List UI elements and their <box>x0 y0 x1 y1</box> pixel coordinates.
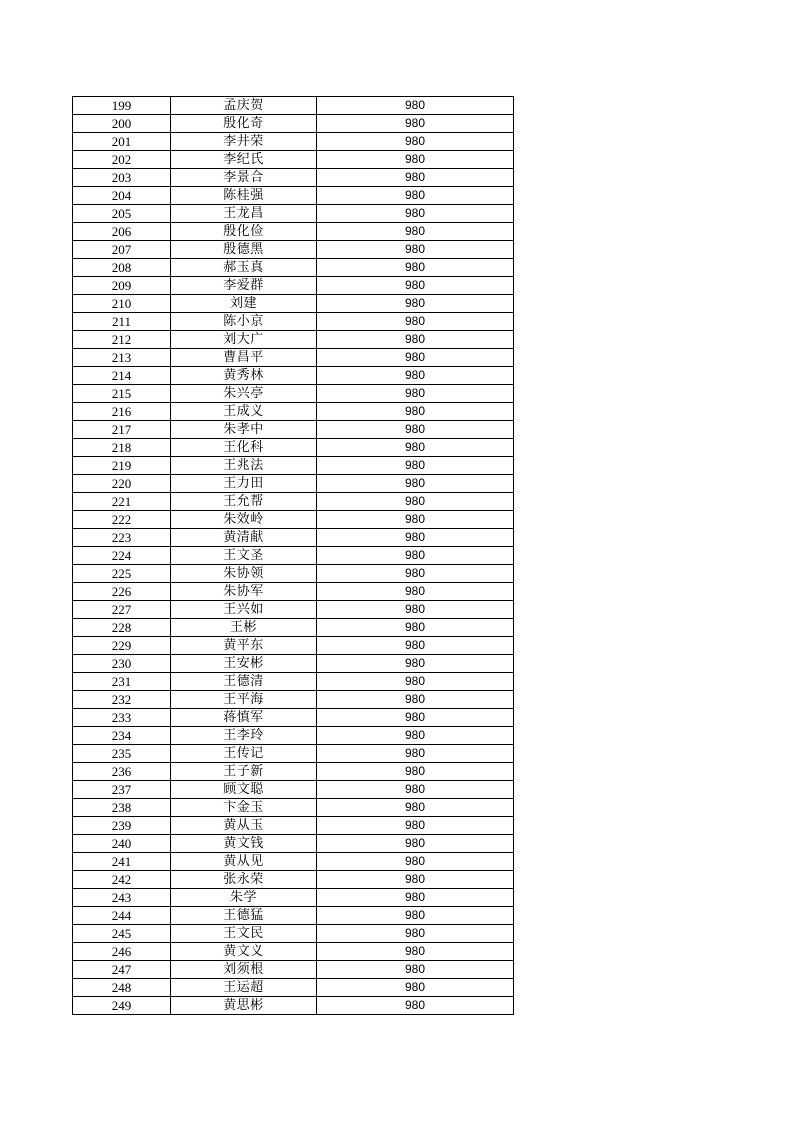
row-number-cell: 211 <box>73 313 171 331</box>
table-row <box>73 403 514 421</box>
name-cell: 孟庆贺 <box>171 97 317 115</box>
table-row <box>73 367 514 385</box>
amount-cell: 980 <box>317 349 514 367</box>
amount-cell: 980 <box>317 943 514 961</box>
amount-cell: 980 <box>317 835 514 853</box>
row-number-cell: 201 <box>73 133 171 151</box>
name-cell: 殷化俭 <box>171 223 317 241</box>
table-row <box>73 529 514 547</box>
name-cell: 王化科 <box>171 439 317 457</box>
name-cell: 殷化奇 <box>171 115 317 133</box>
row-number-cell: 216 <box>73 403 171 421</box>
table-row <box>73 493 514 511</box>
name-cell: 朱孝中 <box>171 421 317 439</box>
table-row <box>73 439 514 457</box>
table-row <box>73 619 514 637</box>
row-number-cell: 235 <box>73 745 171 763</box>
name-cell: 卞金玉 <box>171 799 317 817</box>
amount-cell: 980 <box>317 817 514 835</box>
name-cell: 王平海 <box>171 691 317 709</box>
amount-cell: 980 <box>317 259 514 277</box>
amount-cell: 980 <box>317 475 514 493</box>
amount-cell: 980 <box>317 907 514 925</box>
row-number-cell: 213 <box>73 349 171 367</box>
name-cell: 李景合 <box>171 169 317 187</box>
row-number-cell: 217 <box>73 421 171 439</box>
name-cell: 黄文义 <box>171 943 317 961</box>
name-cell: 陈桂强 <box>171 187 317 205</box>
amount-cell: 980 <box>317 205 514 223</box>
amount-cell: 980 <box>317 637 514 655</box>
table-row <box>73 97 514 115</box>
row-number-cell: 246 <box>73 943 171 961</box>
amount-cell: 980 <box>317 619 514 637</box>
amount-cell: 980 <box>317 745 514 763</box>
table-row <box>73 601 514 619</box>
amount-cell: 980 <box>317 565 514 583</box>
row-number-cell: 247 <box>73 961 171 979</box>
row-number-cell: 204 <box>73 187 171 205</box>
amount-cell: 980 <box>317 403 514 421</box>
amount-cell: 980 <box>317 115 514 133</box>
row-number-cell: 243 <box>73 889 171 907</box>
name-cell: 王德猛 <box>171 907 317 925</box>
amount-cell: 980 <box>317 691 514 709</box>
row-number-cell: 244 <box>73 907 171 925</box>
name-cell: 王成义 <box>171 403 317 421</box>
table-row <box>73 187 514 205</box>
amount-cell: 980 <box>317 421 514 439</box>
name-cell: 蒋慎军 <box>171 709 317 727</box>
table-row <box>73 151 514 169</box>
table-row <box>73 511 514 529</box>
table-row <box>73 565 514 583</box>
name-cell: 顾文聪 <box>171 781 317 799</box>
amount-cell: 980 <box>317 889 514 907</box>
table-row <box>73 673 514 691</box>
row-number-cell: 241 <box>73 853 171 871</box>
row-number-cell: 199 <box>73 97 171 115</box>
name-cell: 朱协领 <box>171 565 317 583</box>
row-number-cell: 240 <box>73 835 171 853</box>
amount-cell: 980 <box>317 169 514 187</box>
row-number-cell: 208 <box>73 259 171 277</box>
name-cell: 黄清献 <box>171 529 317 547</box>
name-cell: 王安彬 <box>171 655 317 673</box>
amount-cell: 980 <box>317 853 514 871</box>
row-number-cell: 227 <box>73 601 171 619</box>
table-body <box>73 97 514 1015</box>
row-number-cell: 203 <box>73 169 171 187</box>
row-number-cell: 215 <box>73 385 171 403</box>
table-row <box>73 817 514 835</box>
table-row <box>73 853 514 871</box>
table-row <box>73 295 514 313</box>
name-cell: 刘须根 <box>171 961 317 979</box>
name-cell: 黄平东 <box>171 637 317 655</box>
amount-cell: 980 <box>317 313 514 331</box>
table-row <box>73 727 514 745</box>
row-number-cell: 207 <box>73 241 171 259</box>
row-number-cell: 242 <box>73 871 171 889</box>
name-cell: 黄文钱 <box>171 835 317 853</box>
table-row <box>73 871 514 889</box>
name-cell: 王德清 <box>171 673 317 691</box>
row-number-cell: 212 <box>73 331 171 349</box>
row-number-cell: 224 <box>73 547 171 565</box>
name-cell: 李井荣 <box>171 133 317 151</box>
name-cell: 黄秀林 <box>171 367 317 385</box>
amount-cell: 980 <box>317 331 514 349</box>
amount-cell: 980 <box>317 583 514 601</box>
row-number-cell: 248 <box>73 979 171 997</box>
row-number-cell: 237 <box>73 781 171 799</box>
table-row <box>73 691 514 709</box>
table-row <box>73 637 514 655</box>
name-cell: 郝玉真 <box>171 259 317 277</box>
table-row <box>73 835 514 853</box>
table-row <box>73 421 514 439</box>
amount-cell: 980 <box>317 871 514 889</box>
row-number-cell: 223 <box>73 529 171 547</box>
name-cell: 陈小京 <box>171 313 317 331</box>
table-row <box>73 655 514 673</box>
row-number-cell: 205 <box>73 205 171 223</box>
name-cell: 朱兴亭 <box>171 385 317 403</box>
amount-cell: 980 <box>317 385 514 403</box>
table-row <box>73 979 514 997</box>
table-row <box>73 349 514 367</box>
name-cell: 王文民 <box>171 925 317 943</box>
row-number-cell: 200 <box>73 115 171 133</box>
amount-cell: 980 <box>317 979 514 997</box>
amount-cell: 980 <box>317 997 514 1015</box>
name-cell: 黄从见 <box>171 853 317 871</box>
table-row <box>73 763 514 781</box>
table-row <box>73 997 514 1015</box>
name-cell: 黄思彬 <box>171 997 317 1015</box>
row-number-cell: 219 <box>73 457 171 475</box>
table-row <box>73 907 514 925</box>
amount-cell: 980 <box>317 277 514 295</box>
row-number-cell: 206 <box>73 223 171 241</box>
amount-cell: 980 <box>317 187 514 205</box>
amount-cell: 980 <box>317 493 514 511</box>
row-number-cell: 239 <box>73 817 171 835</box>
table-row <box>73 223 514 241</box>
name-cell: 张永荣 <box>171 871 317 889</box>
amount-cell: 980 <box>317 241 514 259</box>
amount-cell: 980 <box>317 655 514 673</box>
amount-cell: 980 <box>317 727 514 745</box>
amount-cell: 980 <box>317 925 514 943</box>
table-row <box>73 133 514 151</box>
table-row <box>73 799 514 817</box>
amount-cell: 980 <box>317 961 514 979</box>
row-number-cell: 228 <box>73 619 171 637</box>
name-cell: 朱效岭 <box>171 511 317 529</box>
name-cell: 黄从玉 <box>171 817 317 835</box>
row-number-cell: 222 <box>73 511 171 529</box>
amount-cell: 980 <box>317 547 514 565</box>
row-number-cell: 232 <box>73 691 171 709</box>
amount-cell: 980 <box>317 673 514 691</box>
table-row <box>73 889 514 907</box>
row-number-cell: 245 <box>73 925 171 943</box>
row-number-cell: 226 <box>73 583 171 601</box>
name-cell: 刘大广 <box>171 331 317 349</box>
amount-cell: 980 <box>317 151 514 169</box>
table-row <box>73 925 514 943</box>
table-row <box>73 259 514 277</box>
table-row <box>73 313 514 331</box>
amount-cell: 980 <box>317 799 514 817</box>
amount-cell: 980 <box>317 439 514 457</box>
row-number-cell: 221 <box>73 493 171 511</box>
row-number-cell: 209 <box>73 277 171 295</box>
name-cell: 李纪氏 <box>171 151 317 169</box>
row-number-cell: 220 <box>73 475 171 493</box>
name-cell: 王兆法 <box>171 457 317 475</box>
amount-cell: 980 <box>317 601 514 619</box>
amount-cell: 980 <box>317 763 514 781</box>
amount-cell: 980 <box>317 97 514 115</box>
name-cell: 王兴如 <box>171 601 317 619</box>
name-cell: 王龙昌 <box>171 205 317 223</box>
name-cell: 王力田 <box>171 475 317 493</box>
table-row <box>73 943 514 961</box>
name-cell: 王运超 <box>171 979 317 997</box>
table-row <box>73 457 514 475</box>
name-cell: 刘建 <box>171 295 317 313</box>
table-row <box>73 475 514 493</box>
name-cell: 王允帮 <box>171 493 317 511</box>
row-number-cell: 214 <box>73 367 171 385</box>
table-row <box>73 385 514 403</box>
amount-cell: 980 <box>317 223 514 241</box>
row-number-cell: 225 <box>73 565 171 583</box>
row-number-cell: 249 <box>73 997 171 1015</box>
row-number-cell: 218 <box>73 439 171 457</box>
table-row <box>73 277 514 295</box>
row-number-cell: 238 <box>73 799 171 817</box>
row-number-cell: 230 <box>73 655 171 673</box>
table-row <box>73 547 514 565</box>
table-row <box>73 745 514 763</box>
amount-cell: 980 <box>317 781 514 799</box>
table-row <box>73 205 514 223</box>
amount-cell: 980 <box>317 457 514 475</box>
name-cell: 王李玲 <box>171 727 317 745</box>
name-cell: 朱协军 <box>171 583 317 601</box>
name-cell: 王彬 <box>171 619 317 637</box>
amount-cell: 980 <box>317 133 514 151</box>
table-row <box>73 169 514 187</box>
table-row <box>73 781 514 799</box>
name-cell: 曹昌平 <box>171 349 317 367</box>
name-cell: 王子新 <box>171 763 317 781</box>
amount-cell: 980 <box>317 295 514 313</box>
amount-cell: 980 <box>317 511 514 529</box>
row-number-cell: 229 <box>73 637 171 655</box>
data-table <box>72 96 514 1015</box>
name-cell: 王文圣 <box>171 547 317 565</box>
row-number-cell: 210 <box>73 295 171 313</box>
amount-cell: 980 <box>317 367 514 385</box>
amount-cell: 980 <box>317 709 514 727</box>
table-row <box>73 331 514 349</box>
table-row <box>73 583 514 601</box>
row-number-cell: 236 <box>73 763 171 781</box>
name-cell: 殷德黑 <box>171 241 317 259</box>
name-cell: 李爱群 <box>171 277 317 295</box>
table-row <box>73 241 514 259</box>
row-number-cell: 233 <box>73 709 171 727</box>
amount-cell: 980 <box>317 529 514 547</box>
name-cell: 朱学 <box>171 889 317 907</box>
table-row <box>73 709 514 727</box>
table-row <box>73 961 514 979</box>
row-number-cell: 202 <box>73 151 171 169</box>
name-cell: 王传记 <box>171 745 317 763</box>
row-number-cell: 234 <box>73 727 171 745</box>
table-row <box>73 115 514 133</box>
row-number-cell: 231 <box>73 673 171 691</box>
